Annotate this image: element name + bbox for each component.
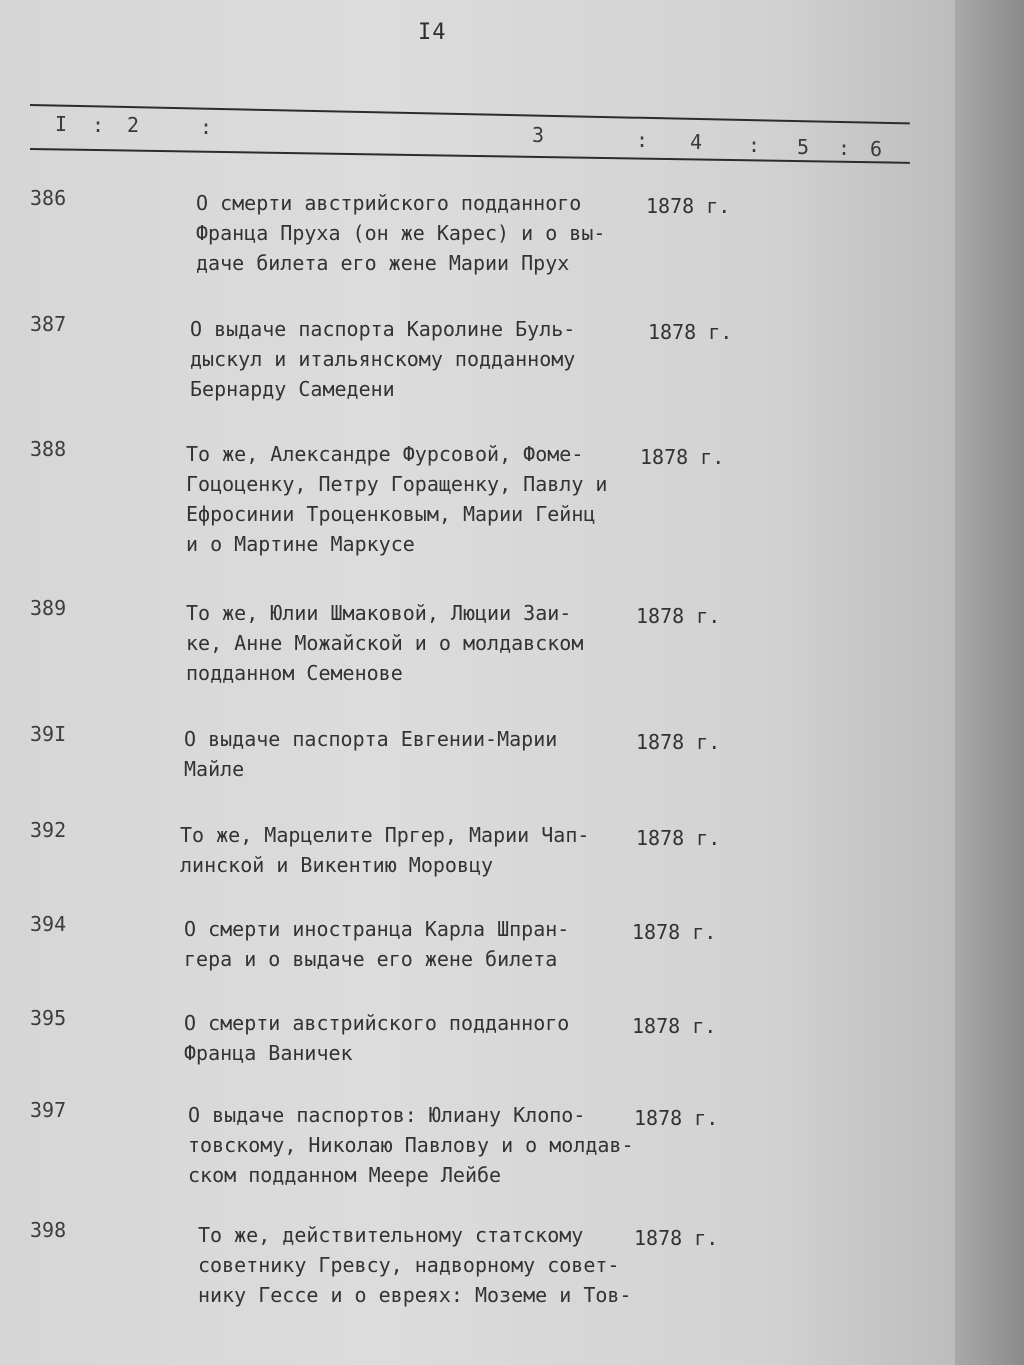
entry-description-line: подданном Семенове: [186, 661, 403, 685]
entry-year: 1878 г.: [632, 1014, 717, 1038]
entry-description-line: О смерти иностранца Карла Шпран-: [184, 917, 570, 941]
entry-number: 386: [30, 186, 67, 210]
entry-number: 39I: [30, 722, 67, 746]
entry-description: [188, 1100, 634, 1190]
entry-description-line: даче билета его жене Марии Прух: [196, 251, 570, 275]
entry-number: 395: [30, 1006, 67, 1030]
entry-year: 1878 г.: [636, 730, 721, 754]
entry-description: [186, 439, 607, 559]
entry-description-line: То же, действительному статскому: [198, 1223, 584, 1247]
entry-year: 1878 г.: [648, 320, 733, 344]
entry-year: 1878 г.: [632, 920, 717, 944]
column-separator: :: [92, 113, 105, 137]
entry-year: 1878 г.: [640, 445, 725, 469]
entry-description: [190, 314, 575, 404]
entry-description-line: Франца Ваничек: [184, 1041, 353, 1065]
column-header-3: 3: [532, 123, 545, 147]
column-header-6: 6: [870, 137, 883, 161]
column-header-2: 2: [127, 113, 140, 137]
entry-description-line: О смерти австрийского подданного: [196, 191, 582, 215]
column-header-I: I: [55, 112, 68, 136]
entry-description-line: товскому, Николаю Павлову и о молдав-: [188, 1133, 634, 1157]
entry-year: 1878 г.: [636, 604, 721, 628]
entry-description-line: и о Мартине Маркусе: [186, 532, 415, 556]
entry-description-line: советнику Гревсу, надворному совет-: [198, 1253, 620, 1277]
entry-description-line: О смерти австрийского подданного: [184, 1011, 570, 1035]
entry-description-line: Франца Пруха (он же Карес) и о вы-: [196, 221, 606, 245]
entry-number: 397: [30, 1098, 67, 1122]
entry-description-line: Гоцоценку, Петру Горащенку, Павлу и: [186, 472, 608, 496]
entry-description-line: О выдаче паспортов: Юлиану Клопо-: [188, 1103, 586, 1127]
entry-year: 1878 г.: [634, 1106, 719, 1130]
entry-description-line: Ефросинии Троценковым, Марии Гейнц: [186, 502, 596, 526]
entry-description-line: ке, Анне Можайской и о молдавском: [186, 631, 584, 655]
entry-description: [196, 188, 605, 278]
entry-description: [186, 598, 583, 688]
entry-year: 1878 г.: [646, 194, 731, 218]
column-separator: :: [748, 133, 761, 157]
entry-description-line: То же, Марцелите Пргер, Марии Чап-: [180, 823, 590, 847]
column-separator: :: [636, 128, 649, 152]
entry-number: 398: [30, 1218, 67, 1242]
entry-description-line: Бернарду Самедени: [190, 377, 395, 401]
entry-description-line: гера и о выдаче его жене билета: [184, 947, 558, 971]
column-separator: :: [200, 115, 213, 139]
entry-description: [180, 820, 589, 880]
entry-description: [184, 914, 569, 974]
entry-year: 1878 г.: [634, 1226, 719, 1250]
entry-description: [184, 724, 557, 784]
entry-number: 392: [30, 818, 67, 842]
entry-description-line: О выдаче паспорта Каролине Буль-: [190, 317, 576, 341]
entry-description-line: линской и Викентию Моровцу: [180, 853, 494, 877]
column-header-4: 4: [690, 130, 703, 154]
entry-number: 388: [30, 437, 67, 461]
entry-number: 394: [30, 912, 67, 936]
entry-description: [198, 1220, 631, 1310]
entry-description-line: ском подданном Меере Лейбе: [188, 1163, 502, 1187]
page-edge-shadow: [955, 0, 1024, 1365]
entry-number: 389: [30, 596, 67, 620]
column-header-5: 5: [797, 135, 810, 159]
entry-year: 1878 г.: [636, 826, 721, 850]
entry-description-line: То же, Юлии Шмаковой, Люции Заи-: [186, 601, 572, 625]
entry-description-line: дыскул и итальянскому подданному: [190, 347, 576, 371]
page-number: I4: [418, 20, 447, 45]
entry-description-line: нику Гессе и о евреях: Моземе и Тов-: [198, 1283, 632, 1307]
entry-description-line: То же, Александре Фурсовой, Фоме-: [186, 442, 584, 466]
entry-description-line: Майле: [184, 757, 245, 781]
column-separator: :: [838, 136, 851, 160]
entry-description-line: О выдаче паспорта Евгении-Марии: [184, 727, 558, 751]
entry-number: 387: [30, 312, 67, 336]
entry-description: [184, 1008, 569, 1068]
